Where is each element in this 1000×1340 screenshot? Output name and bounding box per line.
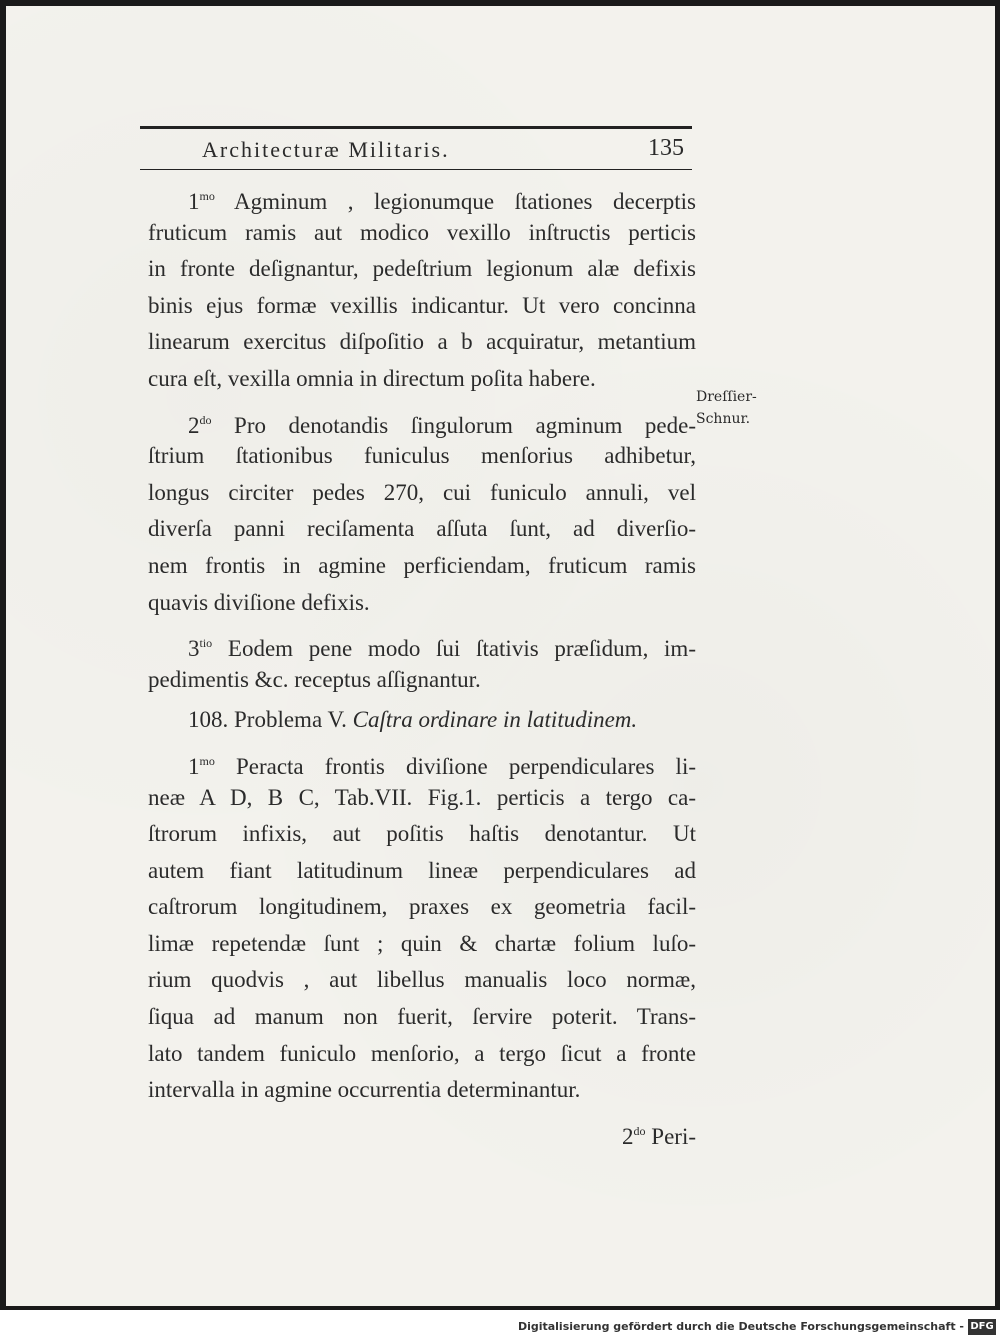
ordinal-number: 3 (188, 636, 200, 662)
ordinal-suffix: mo (199, 189, 215, 203)
line-text: ſtrium ſtationibus funiculus menſorius adhibetur, (148, 443, 696, 469)
running-head (140, 126, 692, 170)
line-text: Agminum , legionumque ſtationes decerptis (214, 189, 696, 214)
problem-title: Caſtra ordinare in latitudinem. (352, 707, 638, 733)
line-text: linearum exercitus diſpoſitio a b acquiratur, metantium (148, 329, 696, 355)
line-text: rium quodvis , aut libellus manualis loco normæ, (148, 967, 696, 993)
marginal-note-line: Dreſſier- (696, 389, 757, 405)
line-text: Pro denotandis ſingulorum agminum pede- (211, 412, 696, 438)
line-text: longus circiter pedes 270, cui funiculo annuli, vel (148, 479, 696, 505)
text-line (148, 324, 696, 361)
line-text: binis ejus formæ vexillis indicantur. Ut vero concinna (148, 292, 696, 318)
ordinal-suffix: mo (199, 753, 215, 768)
ordinal-number: 2 (622, 1123, 634, 1149)
dfg-logo-icon: DFG (968, 1319, 996, 1335)
body-text (148, 178, 696, 1149)
page-number: 135 (648, 135, 684, 161)
ordinal-number: 1 (188, 753, 200, 779)
line-text: Peracta frontis diviſione perpendiculares li- (214, 753, 696, 779)
line-text: 108. Problema V. (188, 707, 353, 733)
footer-bar (0, 1318, 1000, 1340)
text-line (148, 926, 696, 963)
text-line (148, 816, 696, 853)
line-text: cura eſt, vexilla omnia in directum poſita habere. (148, 365, 596, 391)
ordinal-suffix: do (633, 1123, 646, 1138)
text-line (148, 251, 696, 288)
line-text: ſtrorum infixis, aut poſitis haſtis denotantur. Ut (148, 821, 696, 847)
ordinal-suffix: tio (199, 636, 213, 651)
marginal-note-line: Schnur. (696, 411, 751, 427)
line-text: quavis diviſione defixis. (148, 589, 370, 615)
text-line (148, 585, 696, 622)
text-line (148, 438, 696, 475)
funding-credit: Digitalisierung gefördert durch die Deutsche Forschungsgemeinschaft - (517, 1320, 964, 1333)
text-line (148, 1072, 696, 1109)
line-text: autem fiant latitudinum lineæ perpendiculares ad (148, 857, 696, 883)
marginal-note (696, 386, 776, 430)
line-text: Peri- (645, 1123, 696, 1149)
line-text: fruticum ramis aut modico vexillo inſtructis perticis (148, 219, 696, 245)
line-text: intervalla in agmine occurrentia determinantur. (148, 1077, 581, 1103)
text-line (148, 288, 696, 325)
ordinal-suffix: do (199, 412, 212, 427)
text-line (148, 853, 696, 890)
line-text: nem frontis in agmine perficiendam, fruticum ramis (148, 552, 696, 578)
page-title: Architecturæ Militaris. (202, 137, 450, 162)
text-line (148, 475, 696, 512)
line-text: in fronte deſignantur, pedeſtrium legionum alæ defixis (148, 256, 696, 282)
text-line (148, 743, 696, 780)
text-line (148, 402, 696, 439)
text-line (148, 962, 696, 999)
ordinal-number: 2 (188, 412, 200, 438)
text-line (148, 889, 696, 926)
ordinal-number: 1 (188, 189, 200, 214)
text-line (148, 178, 696, 215)
text-line (148, 361, 696, 398)
text-line (148, 999, 696, 1036)
line-text: pedimentis &c. receptus aſſignantur. (148, 666, 481, 692)
text-line (148, 215, 696, 252)
text-line (148, 625, 696, 662)
catchword (148, 1113, 696, 1150)
line-text: lato tandem funiculo menſorio, a tergo ſicut a fronte (148, 1040, 696, 1066)
line-text: Eodem pene modo ſui ſtativis præſidum, im- (212, 636, 696, 662)
line-text: caſtrorum longitudinem, praxes ex geometria facil- (148, 894, 696, 920)
line-text: ſiqua ad manum non fuerit, ſervire poterit. Trans- (148, 1004, 696, 1030)
text-line (148, 662, 696, 699)
text-line (148, 548, 696, 585)
text-line (148, 702, 696, 739)
line-text: neæ A D, B C, Tab.VII. Fig.1. perticis a tergo ca- (148, 784, 696, 810)
line-text: limæ repetendæ ſunt ; quin & chartæ folium luſo- (148, 930, 696, 956)
text-line (148, 780, 696, 817)
line-text: diverſa panni reciſamenta aſſuta ſunt, ad diverſio- (148, 516, 696, 542)
text-line (148, 511, 696, 548)
text-line (148, 1036, 696, 1073)
